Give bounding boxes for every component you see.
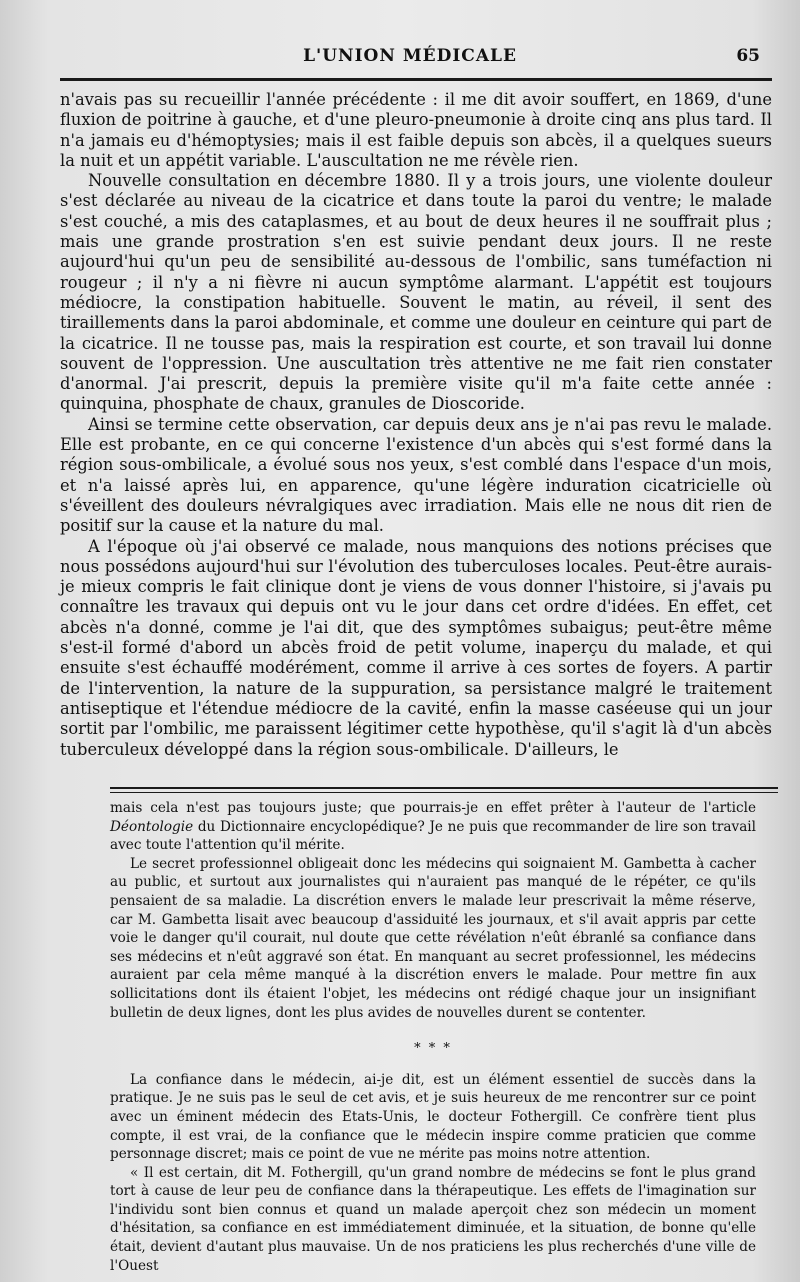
page-number: 65 [736,46,760,66]
paragraph: n'avais pas su recueillir l'année précédente : il me dit avoir souffert, en 1869, d'une fluxion de poitrine à gauche, et d'une pleuro-pneumonie à droite cinq ans plus tard. Il n'a jamais eu d'hémoptysies; mais il est faible depuis son abcès, il a quelques sueurs la nuit et un appétit variable. L'auscultation ne me révèle rien. [60,90,772,170]
note-paragraph: La confiance dans le médecin, ai-je dit, est un élément essentiel de succès dans la pratique. Je ne suis pas le seul de cet avis, et je suis heureux de me rencontrer sur ce point avec un éminent médecin des Etats-Unis, le docteur Fothergill. Ce confrère tient plus compte, il est vrai, de la confiance que le médecin inspire comme praticien que comme personnage discret; mais ce point de vue ne mérite pas moins notre attention. [110,1071,756,1163]
main-text [60,90,772,760]
header-rule [60,78,772,81]
footnote-separator-thin [110,792,778,793]
note-paragraph [110,799,756,855]
section-asterisks: * * * [414,1041,452,1057]
note-text: du Dictionnaire encyclopédique? Je ne puis que recommander de lire son travail avec toute l'attention qu'il mérite. [110,818,756,854]
note-text: mais cela n'est pas toujours juste; que pourrais-je en effet prêter à l'auteur de l'article [110,800,756,816]
paragraph: Ainsi se termine cette observation, car depuis deux ans je n'ai pas revu le malade. Elle est probante, en ce qui concerne l'existence d'un abcès qui s'est formé dans la région sous-ombilicale, a évolué sous nos yeux, s'est comblé dans l'espace d'un mois, et n'a laissé après lui, en apparence, qu'une légère induration cicatricielle où s'éveillent des douleurs névralgiques avec irradiation. Mais elle ne nous dit rien de positif sur la cause et la nature du mal. [60,414,772,536]
footnote-separator [110,787,778,789]
feuilleton-text [110,799,756,1275]
note-paragraph: Le secret professionnel obligeait donc les médecins qui soignaient M. Gambetta à cacher au public, et surtout aux journalistes qui n'auraient pas manqué de le répéter, ce qu'ils pensaient de sa maladie. La discrétion envers le malade leur prescrivait la même réserve, car M. Gambetta lisait avec beaucoup d'assiduité les journaux, et s'il avait appris par cette voie le danger qu'il courait, nul doute que cette révélation n'eût ébranlé sa confiance dans ses médecins et n'eût aggravé son état. En manquant au secret professionnel, les médecins auraient par cela même manqué à la discrétion envers le malade. Pour mettre fin aux sollicitations dont ils étaient l'objet, les médecins ont rédigé chaque jour un insignifiant bulletin de deux lignes, dont les plus avides de nouvelles durent se contenter. [110,855,756,1021]
italic-term: Déontologie [110,818,194,835]
paragraph: A l'époque où j'ai observé ce malade, nous manquions des notions précises que nous possédons aujourd'hui sur l'évolution des tuberculoses locales. Peut-être aurais-je mieux compris le fait clinique dont je viens de vous donner l'histoire, si j'avais pu connaître les travaux qui depuis ont vu le jour dans cet ordre d'idées. En effet, cet abcès n'a donné, comme je l'ai dit, que des symptômes subaigus; peut-être même s'est-il formé d'abord un abcès froid de petit volume, inaperçu du malade, et qui ensuite s'est échauffé modérément, comme il arrive à ces sortes de foyers. A partir de l'intervention, la nature de la suppuration, sa persistance malgré le traitement antiseptique et l'étendue médiocre de la cavité, enfin la masse caséeuse qui un jour sortit par l'ombilic, me paraissent légitimer cette hypothèse, qu'il s'agit là d'un abcès tuberculeux développé dans la région sous-ombilicale. D'ailleurs, le [60,536,772,759]
note-paragraph: « Il est certain, dit M. Fothergill, qu'un grand nombre de médecins se font le plus grand tort à cause de leur peu de confiance dans la thérapeutique. Les effets de l'imagination sur l'individu sont bien connus et quand un malade aperçoit chez son médecin un moment d'hésitation, sa confiance en est immédiatement diminuée, et la situation, de bonne qu'elle était, devient d'autant plus mauvaise. Un de nos praticiens les plus recherchés d'une ville de l'Ouest [110,1164,756,1274]
running-header [60,46,760,76]
paragraph: Nouvelle consultation en décembre 1880. Il y a trois jours, une violente douleur s'est déclarée au niveau de la cicatrice et dans toute la paroi du ventre; le malade s'est couché, a mis des cataplasmes, et au bout de deux heures il ne souffrait plus ; mais une grande prostration s'en est suivie pendant deux jours. Il ne reste aujourd'hui qu'un peu de sensibilité au-dessous de l'ombilic, sans tuméfaction ni rougeur ; il n'y a ni fièvre ni aucun symptôme alarmant. L'appétit est toujours médiocre, la constipation habituelle. Souvent le matin, au réveil, il sent des tiraillements dans la paroi abdominale, et comme une douleur en ceinture qui part de la cicatrice. Il ne tousse pas, mais la respiration est courte, et son travail lui donne souvent de l'oppression. Une auscultation très attentive ne me fait rien constater d'anormal. J'ai prescrit, depuis la première visite qu'il m'a faite cette année : quinquina, phosphate de chaux, granules de Dioscoride. [60,171,772,414]
journal-title: L'UNION MÉDICALE [303,46,517,66]
